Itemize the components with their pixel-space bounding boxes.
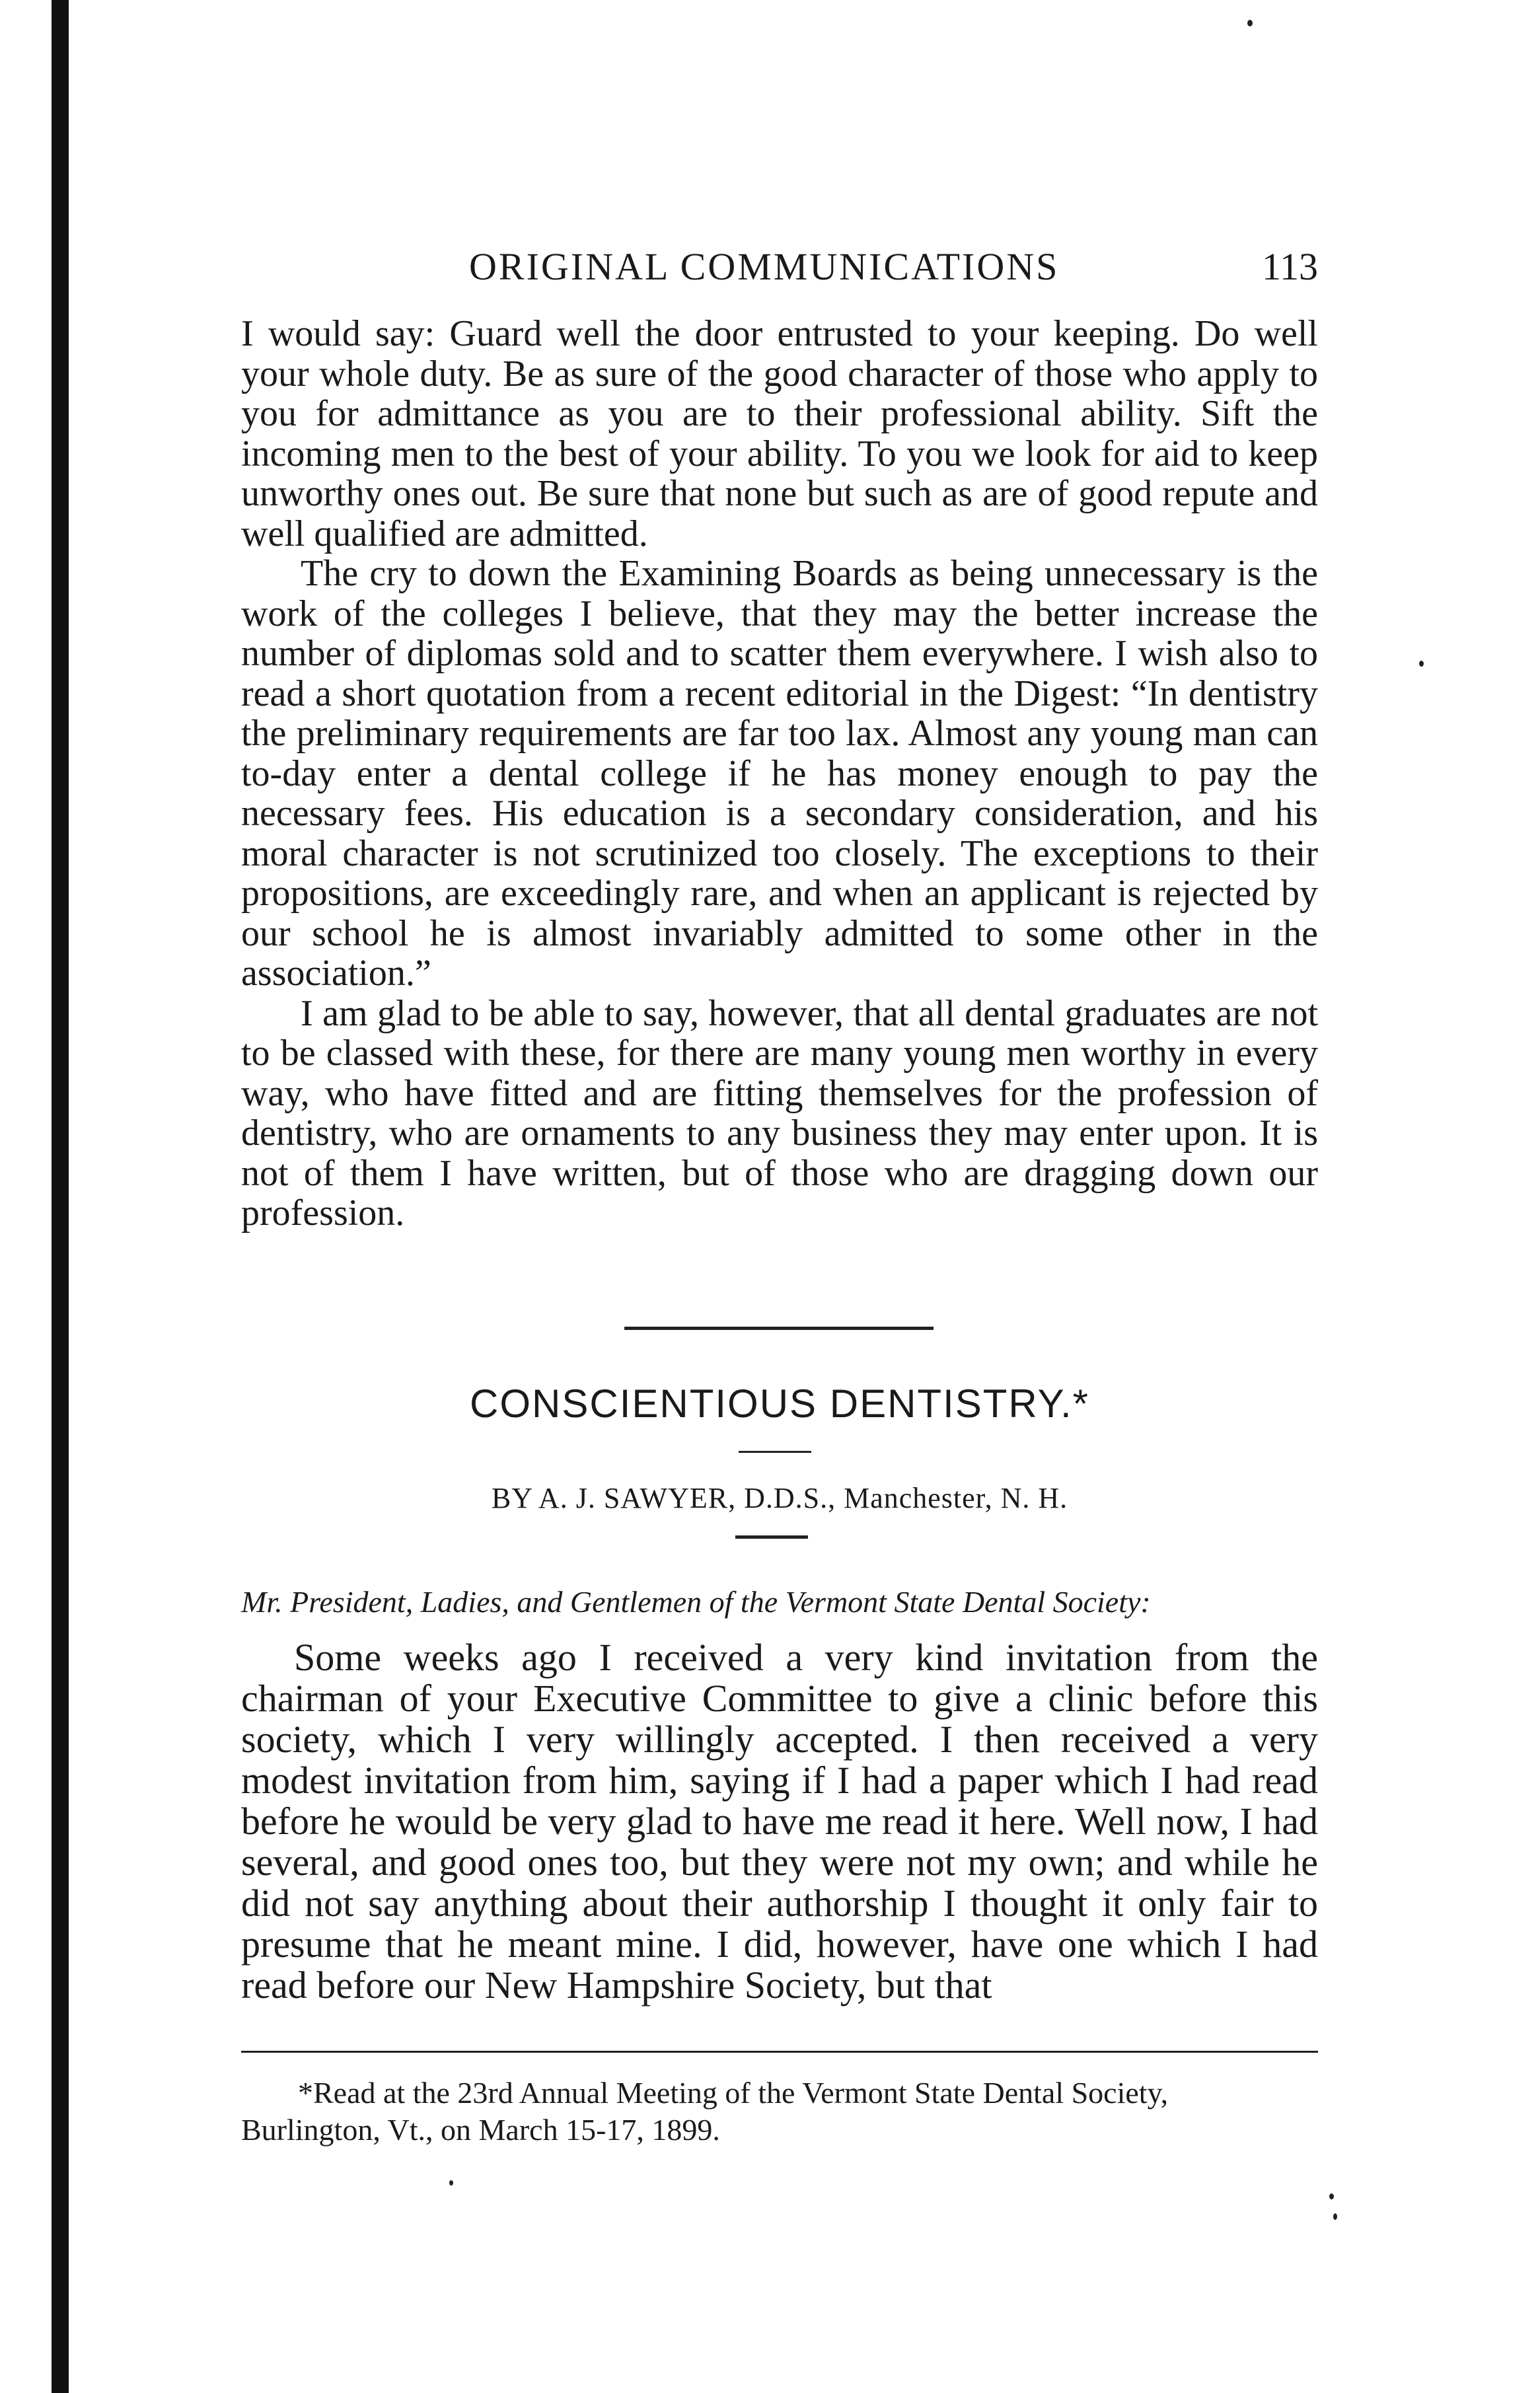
article-body bbox=[241, 1637, 1318, 2006]
footnote-line: *Read at the 23rd Annual Meeting of the Vermont State Dental Society, bbox=[298, 2076, 1169, 2110]
salutation: Mr. President, Ladies, and Gentlemen of the Vermont State Dental Society: bbox=[241, 1585, 1151, 1619]
scan-speck bbox=[1333, 2213, 1337, 2220]
footnote-rule bbox=[241, 2051, 1318, 2053]
scan-speck bbox=[1329, 2193, 1334, 2199]
article-byline: BY A. J. SAWYER, D.D.S., Manchester, N. H. bbox=[491, 1482, 1068, 1514]
running-head: ORIGINAL COMMUNICATIONS bbox=[469, 245, 1060, 288]
byline-rule bbox=[735, 1535, 808, 1539]
article-title: CONSCIENTIOUS DENTISTRY.* bbox=[470, 1381, 1089, 1426]
footnote bbox=[241, 2075, 1318, 2149]
footnote-line: Burlington, Vt., on March 15-17, 1899. bbox=[241, 2113, 720, 2147]
scan-speck bbox=[1247, 20, 1253, 26]
section-divider bbox=[624, 1327, 934, 1330]
paragraph: Some weeks ago I received a very kind invitation from the chairman of your Executive Committee to give a clinic before this society, which I very willingly accepted. I then received a very modest invitation from him, saying if I had a paper which I had read before he would be very glad to have me read it here. Well now, I had several, and good ones too, but they were not my own; and while he did not say anything about their authorship I thought it only fair to presume that he meant mine. I did, however, have one which I had read before our New Hampshire Society, but that bbox=[241, 1636, 1318, 2006]
paragraph: I would say: Guard well the door entrusted to your keeping. Do well your whole duty. Be as sure of the good character of those who apply to you for admittance as you are to their professional ability. Sift the incoming men to the best of your ability. To you we look for aid to keep unworthy ones out. Be sure that none but such as are of good repute and well qualified are admitted. bbox=[241, 313, 1318, 554]
scan-speck bbox=[1419, 661, 1424, 667]
continued-text bbox=[241, 314, 1318, 1233]
scan-edge-bar bbox=[52, 0, 69, 2393]
paragraph: I am glad to be able to say, however, that all dental graduates are not to be classed with these, for there are many young men worthy in every way, who have fitted and are fitting themselves for the profession of dentistry, who are ornaments to any business they may enter upon. It is not of them I have written, but of those who are dragging down our profession. bbox=[241, 992, 1318, 1233]
scan-speck bbox=[449, 2180, 453, 2186]
page-header bbox=[244, 239, 1318, 292]
paragraph: The cry to down the Examining Boards as being unnecessary is the work of the colleges I believe, that they may the better increase the number of diplomas sold and to scatter them everywhere. I wish also to read a short quotation from a recent editorial in the Digest: “In dentistry the preliminary requirements are far too lax. Almost any young man can to-day enter a dental college if he has money enough to pay the necessary fees. His education is a secondary consideration, and his moral character is not scrutinized too closely. The exceptions to their propositions, are exceedingly rare, and when an applicant is rejected by our school he is almost invariably admitted to some other in the association.” bbox=[241, 553, 1318, 994]
page-number: 113 bbox=[1262, 245, 1318, 288]
title-rule bbox=[739, 1451, 811, 1453]
